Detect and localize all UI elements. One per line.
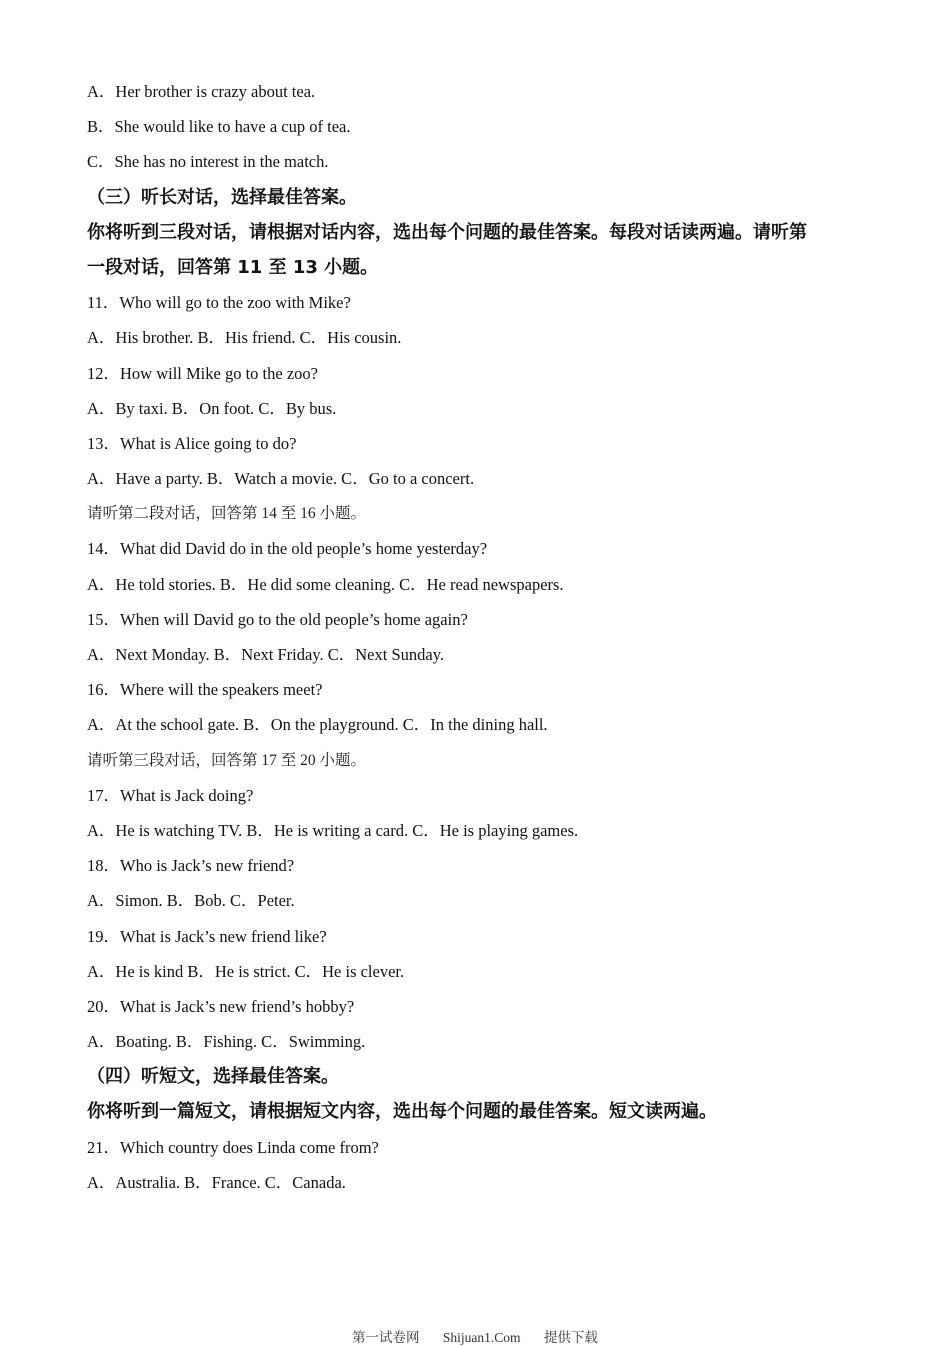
option-line: A．He is watching TV. B．He is writing a card. C．He is playing games. xyxy=(87,820,579,840)
option-line: A．Her brother is crazy about tea. xyxy=(87,82,316,101)
dialogue-note: 请听第二段对话，回答第 14 至 16 小题。 xyxy=(87,505,367,523)
option-line: A．By taxi. B．On foot. C．By bus. xyxy=(87,398,337,418)
document-body xyxy=(87,74,867,1200)
option-line: A．He told stories. B．He did some cleaning. C．He read newspapers. xyxy=(87,574,564,594)
question-line: 18．Who is Jack’s new friend? xyxy=(87,856,295,876)
option-line: A．Have a party. B．Watch a movie. C．Go to a concert. xyxy=(87,469,475,489)
option-line: A．He is kind B．He is strict. C．He is clever. xyxy=(87,961,405,981)
question-line: 15．When will David go to the old people’s home again? xyxy=(87,609,468,629)
section-heading: （四）听短文，选择最佳答案。 xyxy=(87,1066,339,1088)
question-line: 19．What is Jack’s new friend like? xyxy=(87,926,327,946)
option-line: A．Boating. B．Fishing. C．Swimming. xyxy=(87,1032,366,1052)
section-heading: （三）听长对话，选择最佳答案。 xyxy=(87,186,357,208)
question-line: 14．What did David do in the old people’s home yesterday? xyxy=(87,539,488,559)
question-line: 12．How will Mike go to the zoo? xyxy=(87,363,318,383)
dialogue-note: 请听第三段对话，回答第 17 至 20 小题。 xyxy=(87,751,367,769)
question-line: 21．Which country does Linda come from? xyxy=(87,1137,379,1157)
question-line: 16．Where will the speakers meet? xyxy=(87,680,323,700)
option-line: B．She would like to have a cup of tea. xyxy=(87,117,351,137)
question-line: 17．What is Jack doing? xyxy=(87,785,254,805)
option-line: A．At the school gate. B．On the playground. C．In the dining hall. xyxy=(87,715,548,735)
footer-site-cn: 第一试卷网 xyxy=(352,1330,420,1345)
section-instruction: 你将听到三段对话，请根据对话内容，选出每个问题的最佳答案。每段对话读两遍。请听第 xyxy=(87,221,807,243)
section-instruction: 你将听到一篇短文，请根据短文内容，选出每个问题的最佳答案。短文读两遍。 xyxy=(87,1101,717,1123)
option-line: C．She has no interest in the match. xyxy=(87,152,329,172)
question-line: 20．What is Jack’s new friend’s hobby? xyxy=(87,996,355,1016)
option-line: A．Simon. B．Bob. C．Peter. xyxy=(87,891,295,911)
footer-site-en: Shijuan1.Com xyxy=(442,1330,521,1345)
section-instruction: 一段对话，回答第 11 至 13 小题。 xyxy=(87,256,379,278)
footer-suffix: 提供下载 xyxy=(543,1330,598,1345)
question-line: 13．What is Alice going to do? xyxy=(87,433,297,453)
option-line: A．Next Monday. B．Next Friday. C．Next Sunday. xyxy=(87,645,445,664)
page-footer xyxy=(0,1326,950,1346)
option-line: A．Australia. B．France. C．Canada. xyxy=(87,1172,346,1192)
option-line: A．His brother. B．His friend. C．His cousin. xyxy=(87,328,402,348)
question-line: 11．Who will go to the zoo with Mike? xyxy=(87,293,351,313)
